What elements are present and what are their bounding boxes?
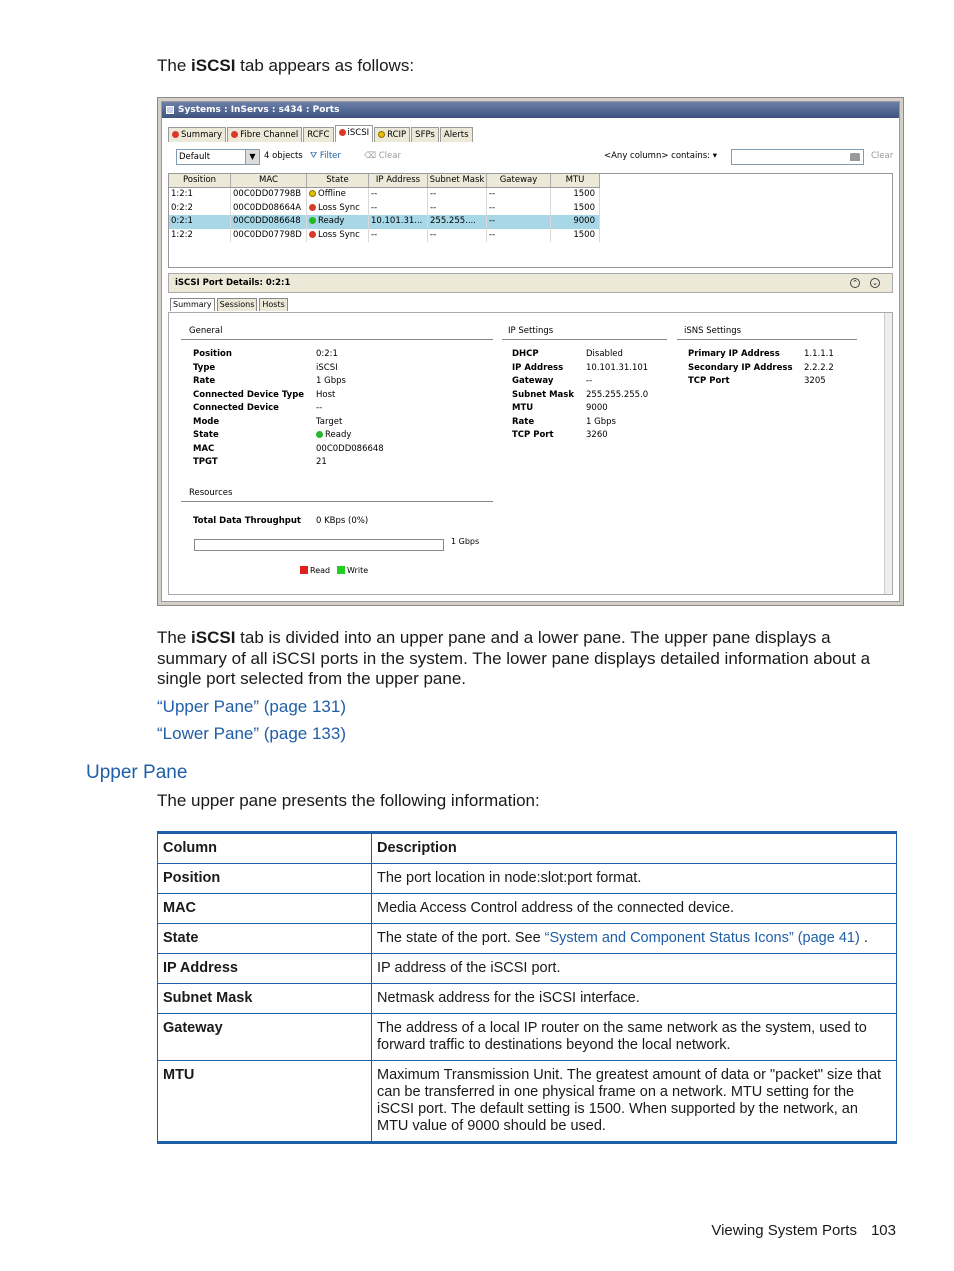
lower-pane-link[interactable]: “Lower Pane” (page 133) <box>157 724 347 743</box>
cell-column: Gateway <box>158 1014 372 1061</box>
search-scope-dropdown[interactable]: <Any column> contains: ▾ <box>604 151 717 161</box>
filter-toolbar <box>168 147 893 167</box>
window-icon <box>166 106 174 114</box>
ports-grid <box>168 173 893 268</box>
column-header[interactable]: Gateway <box>487 174 551 187</box>
throughput-row: Total Data Throughput 0 KBps (0%) <box>193 516 369 526</box>
cell-state: Offline <box>307 188 369 202</box>
expand-down-icon[interactable]: ⌄ <box>870 278 880 288</box>
cell-column: MTU <box>158 1061 372 1143</box>
lead-text: The upper pane presents the following information: <box>157 791 540 810</box>
cell-column: IP Address <box>158 954 372 984</box>
cell-description: IP address of the iSCSI port. <box>372 954 897 984</box>
clear-icon: ⌫ <box>364 151 379 161</box>
ready-status-icon <box>309 217 316 224</box>
cell-mac: 00C0DD08664A <box>231 202 307 216</box>
general-list <box>193 348 384 470</box>
kv-row: MTU 9000 <box>512 403 608 413</box>
table-row[interactable] <box>169 202 600 216</box>
cell-ip: -- <box>369 229 428 243</box>
cell-ip: -- <box>369 188 428 202</box>
footer-section: Viewing System Ports <box>711 1222 857 1239</box>
divider <box>677 339 857 340</box>
cell-column: Position <box>158 864 372 894</box>
error-icon <box>339 129 346 136</box>
kv-row: TPGT 21 <box>193 457 327 467</box>
divider <box>181 339 493 340</box>
chevron-down-icon: ▾ <box>712 151 717 161</box>
ip-settings-title: IP Settings <box>508 326 554 336</box>
kv-row: DHCP Disabled <box>512 349 623 359</box>
iscsi-tab-screenshot <box>157 97 904 606</box>
cell-mac: 00C0DD086648 <box>231 215 307 229</box>
read-swatch <box>300 566 308 574</box>
table-row <box>158 1014 897 1061</box>
section-heading: Upper Pane <box>86 762 188 783</box>
cell-position: 0:2:2 <box>169 202 231 216</box>
columns-table <box>157 831 897 1144</box>
cell-gateway: -- <box>487 215 551 229</box>
cell-position: 0:2:1 <box>169 215 231 229</box>
cell-mac: 00C0DD07798B <box>231 188 307 202</box>
cell-description: Maximum Transmission Unit. The greatest amount of data or "packet" size that can be transferred in one physical frame on a network. MTU setting for the iSCSI port. The default setting is 1500. When supported by the network, an MTU value of 9000 should be used. <box>372 1061 897 1143</box>
loss-sync-status-icon <box>309 204 316 211</box>
column-header[interactable]: Subnet Mask <box>428 174 487 187</box>
details-title: iSCSI Port Details: 0:2:1 <box>175 278 291 288</box>
filter-dropdown[interactable]: Default ▼ <box>176 149 260 165</box>
objects-count: 4 objects <box>264 151 303 161</box>
port-tabs <box>168 127 474 143</box>
kv-row: TCP Port 3260 <box>512 430 608 440</box>
collapse-up-icon[interactable]: ⌃ <box>850 278 860 288</box>
ip-settings-list <box>512 348 649 443</box>
legend-write: Write <box>337 566 368 575</box>
search-input[interactable] <box>731 149 864 165</box>
intro-text: The iSCSI tab appears as follows: <box>157 56 415 75</box>
table-row[interactable] <box>169 188 600 202</box>
tab-iscsi[interactable]: iSCSI <box>335 125 374 142</box>
error-icon <box>172 131 179 138</box>
cell-description: Netmask address for the iSCSI interface. <box>372 984 897 1014</box>
cell-description: The address of a local IP router on the same network as the system, used to forward traffic to destinations beyond the local network. <box>372 1014 897 1061</box>
kv-row: State Ready <box>193 430 352 440</box>
kv-row: Rate 1 Gbps <box>512 416 616 427</box>
details-subtabs <box>170 298 290 312</box>
tab-sessions[interactable]: Sessions <box>217 298 258 311</box>
window-title: Systems : InServs : s434 : Ports <box>178 105 340 115</box>
ready-status-icon <box>316 431 323 438</box>
cell-column: State <box>158 924 372 954</box>
cell-mac: 00C0DD07798D <box>231 229 307 243</box>
column-header[interactable]: MAC <box>231 174 307 187</box>
header-column: Column <box>158 833 372 864</box>
column-header[interactable]: IP Address <box>369 174 428 187</box>
table-row <box>158 954 897 984</box>
cell-position: 1:2:2 <box>169 229 231 243</box>
page-number: 103 <box>870 1222 896 1239</box>
tab-alerts[interactable]: Alerts <box>440 127 473 142</box>
pin-icon <box>850 153 860 161</box>
offline-status-icon <box>309 190 316 197</box>
kv-row: MAC 00C0DD086648 <box>193 443 384 454</box>
cell-column: Subnet Mask <box>158 984 372 1014</box>
cell-state: Ready <box>307 215 369 229</box>
cell-mtu: 9000 <box>551 215 600 229</box>
kv-row: Mode Target <box>193 416 343 427</box>
kv-row: Position 0:2:1 <box>193 349 338 359</box>
isns-settings-title: iSNS Settings <box>684 326 742 336</box>
cell-ip: -- <box>369 202 428 216</box>
vertical-scrollbar[interactable] <box>884 313 892 594</box>
table-row <box>158 924 897 954</box>
header-description: Description <box>372 833 897 864</box>
cell-mask: 255.255.... <box>428 215 487 229</box>
kv-row: Gateway -- <box>512 376 593 386</box>
status-icons-link[interactable]: “System and Component Status Icons” (page 41) <box>544 930 860 946</box>
isns-settings-list <box>688 348 834 389</box>
tab-rcip[interactable]: RCIP <box>374 127 410 142</box>
table-row <box>158 1061 897 1143</box>
cell-mtu: 1500 <box>551 229 600 243</box>
page-footer <box>711 1222 896 1239</box>
error-icon <box>231 131 238 138</box>
throughput-bar <box>194 539 444 551</box>
cell-column: MAC <box>158 894 372 924</box>
column-header[interactable]: Position <box>169 174 231 187</box>
cell-mtu: 1500 <box>551 188 600 202</box>
tab-rcfc[interactable]: RCFC <box>303 127 333 142</box>
kv-row: TCP Port 3205 <box>688 376 826 386</box>
table-row-selected[interactable] <box>169 215 600 229</box>
warning-icon <box>378 131 385 138</box>
kv-row: IP Address 10.101.31.101 <box>512 362 649 373</box>
kv-row: Primary IP Address 1.1.1.1 <box>688 349 834 359</box>
table-row[interactable] <box>169 229 600 243</box>
filter-button[interactable]: ⛛ Filter <box>310 151 341 161</box>
cell-gateway: -- <box>487 188 551 202</box>
chevron-down-icon[interactable]: ▼ <box>245 150 259 164</box>
tab-sfps[interactable]: SFPs <box>411 127 439 142</box>
kv-row: Connected Device Type Host <box>193 389 336 400</box>
loss-sync-status-icon <box>309 231 316 238</box>
kv-row: Rate 1 Gbps <box>193 376 346 386</box>
divider <box>502 339 667 340</box>
upper-pane-link[interactable]: “Upper Pane” (page 131) <box>157 697 347 716</box>
cell-state: Loss Sync <box>307 229 369 243</box>
search-clear-button[interactable]: Clear <box>871 151 894 161</box>
cell-gateway: -- <box>487 202 551 216</box>
kv-row: Secondary IP Address 2.2.2.2 <box>688 362 834 373</box>
tab-hosts[interactable]: Hosts <box>259 298 287 311</box>
table-header-row <box>158 833 897 864</box>
tab-fibre-channel[interactable]: Fibre Channel <box>227 127 302 142</box>
divider <box>181 501 493 502</box>
cell-mask: -- <box>428 229 487 243</box>
tab-summary-details[interactable]: Summary <box>170 298 215 311</box>
grid-header <box>169 174 600 188</box>
cell-position: 1:2:1 <box>169 188 231 202</box>
description-paragraph: The iSCSI tab is divided into an upper pane and a lower pane. The upper pane displays a summary of all iSCSI ports in the system. The lower pane displays detailed information about a single port selected from the upper pane. <box>157 628 871 688</box>
port-details-header <box>168 273 893 293</box>
cell-description: The port location in node:slot:port format. <box>372 864 897 894</box>
cell-mask: -- <box>428 202 487 216</box>
table-row <box>158 984 897 1014</box>
cell-gateway: -- <box>487 229 551 243</box>
cell-mtu: 1500 <box>551 202 600 216</box>
cell-ip: 10.101.31... <box>369 215 428 229</box>
kv-row: Subnet Mask 255.255.255.0 <box>512 389 649 400</box>
cell-mask: -- <box>428 188 487 202</box>
tab-summary[interactable]: Summary <box>168 127 226 142</box>
table-row <box>158 864 897 894</box>
resources-title: Resources <box>189 488 233 498</box>
kv-row: Type iSCSI <box>193 362 338 373</box>
cell-state: Loss Sync <box>307 202 369 216</box>
table-row <box>158 894 897 924</box>
column-header[interactable]: MTU <box>551 174 600 187</box>
write-swatch <box>337 566 345 574</box>
general-title: General <box>189 326 223 336</box>
column-header[interactable]: State <box>307 174 369 187</box>
cell-description: The state of the port. See “System and Component Status Icons” (page 41) . <box>372 924 897 954</box>
cell-description: Media Access Control address of the connected device. <box>372 894 897 924</box>
kv-row: Connected Device -- <box>193 403 323 413</box>
port-details-panel <box>168 312 893 595</box>
filter-icon: ⛛ <box>310 151 320 161</box>
legend-read: Read <box>300 566 330 575</box>
window-titlebar <box>162 102 899 118</box>
throughput-max: 1 Gbps <box>451 537 480 546</box>
clear-filter-button[interactable]: ⌫ Clear <box>364 151 401 161</box>
